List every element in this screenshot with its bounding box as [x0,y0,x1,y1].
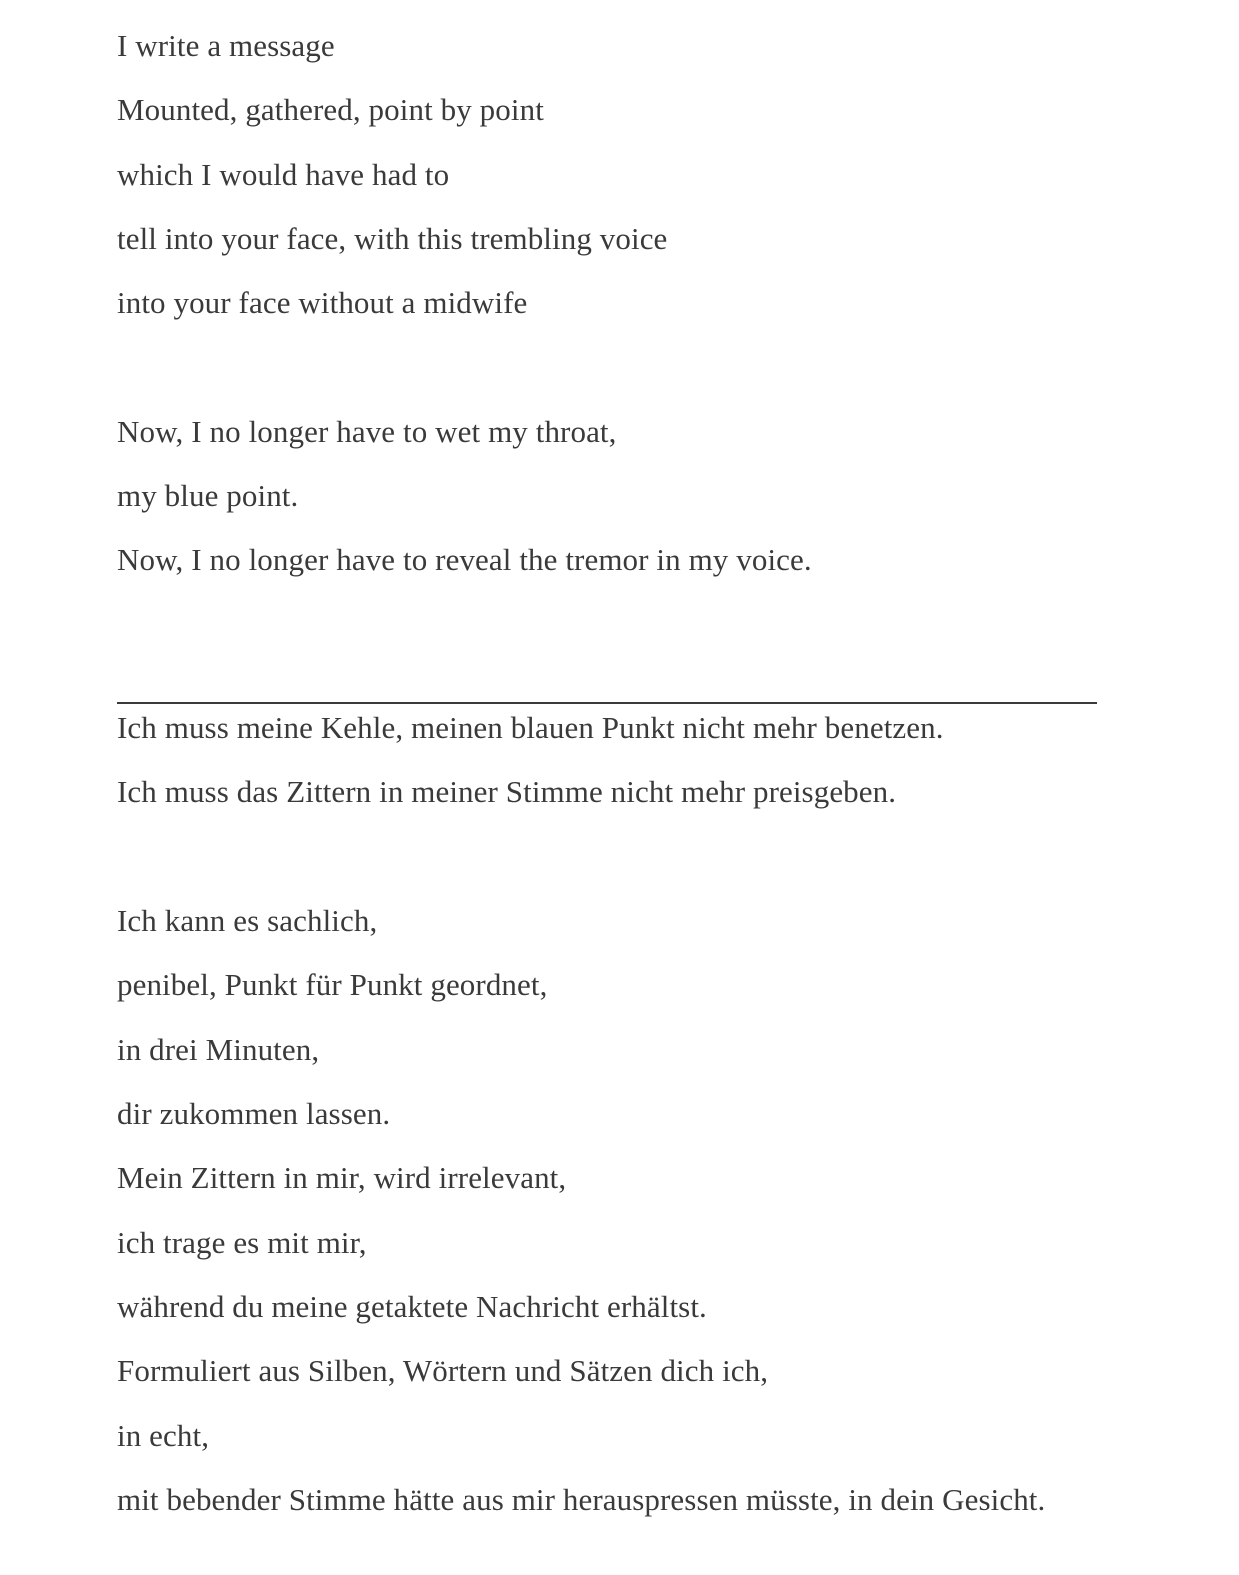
poem-line-en: my blue point. [117,478,299,513]
poem-line-en: into your face without a midwife [117,285,528,320]
poem-line-de: Mein Zittern in mir, wird irrelevant, [117,1160,567,1195]
poem-line-en: I write a message [117,28,335,63]
horizontal-rule [117,702,1097,704]
poem-line-en: Now, I no longer have to reveal the tremor in my voice. [117,542,812,577]
poem-line-de: Formuliert aus Silben, Wörtern und Sätzen dich ich, [117,1353,769,1388]
poem-line-de: Ich muss das Zittern in meiner Stimme nicht mehr preisgeben. [117,774,897,809]
poem-line-de: in drei Minuten, [117,1032,320,1067]
poem-line-en: Now, I no longer have to wet my throat, [117,414,617,449]
poem-line-en: Mounted, gathered, point by point [117,92,544,127]
poem-line-de: in echt, [117,1418,210,1453]
poem-line-de: ich trage es mit mir, [117,1225,367,1260]
poem-line-de: dir zukommen lassen. [117,1096,391,1131]
poem-line-de: Ich muss meine Kehle, meinen blauen Punkt nicht mehr benetzen. [117,710,944,745]
poem-line-de: Ich kann es sachlich, [117,903,378,938]
poem-line-en: which I would have had to [117,157,450,192]
poem-line-de: penibel, Punkt für Punkt geordnet, [117,967,548,1002]
poem-line-en: tell into your face, with this trembling voice [117,221,668,256]
poem-line-de: mit bebender Stimme hätte aus mir herauspressen müsste, in dein Gesicht. [117,1482,1046,1517]
poem-line-de: während du meine getaktete Nachricht erhältst. [117,1289,707,1324]
